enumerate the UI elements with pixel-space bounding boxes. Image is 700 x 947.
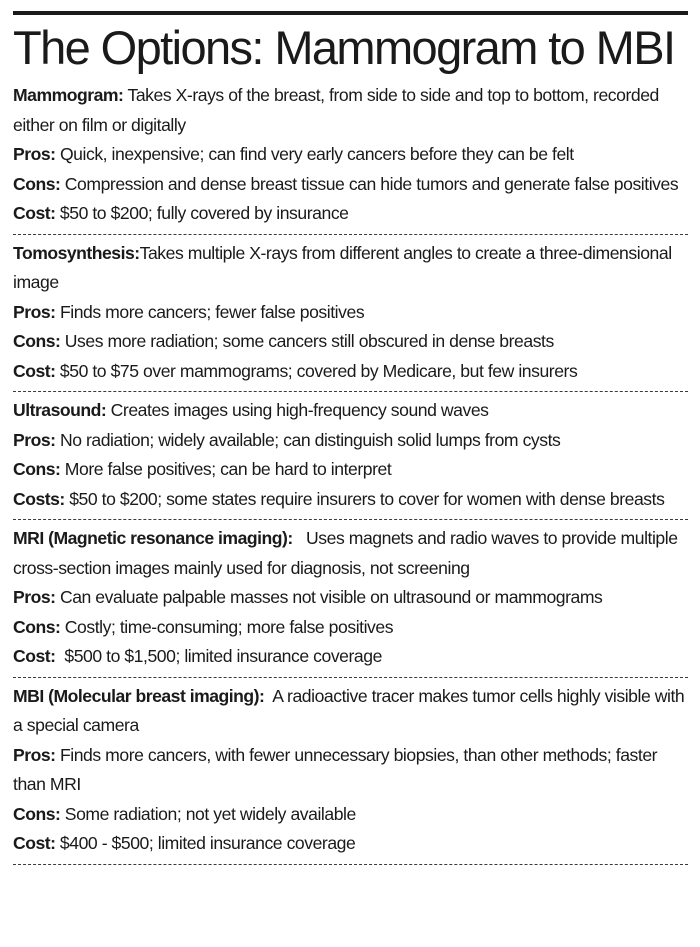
option-description bbox=[13, 81, 688, 140]
option-ultrasound bbox=[13, 392, 688, 520]
pros-text: No radiation; widely available; can distinguish solid lumps from cysts bbox=[59, 429, 561, 450]
pros-label: Pros: bbox=[13, 744, 56, 765]
cons-label: Cons: bbox=[13, 459, 61, 479]
option-tomosynthesis bbox=[13, 235, 688, 393]
cons-label: Cons: bbox=[13, 331, 61, 351]
option-description bbox=[13, 682, 688, 741]
cost-label: Cost: bbox=[13, 833, 56, 853]
option-cost bbox=[13, 642, 688, 672]
option-description bbox=[13, 396, 688, 426]
option-name: MRI (Magnetic resonance imaging): bbox=[13, 528, 293, 548]
option-name: Ultrasound: bbox=[13, 400, 107, 420]
cost-text: $50 to $75 over mammograms; covered by Medicare, but few insurers bbox=[59, 360, 578, 381]
cost-label: Costs: bbox=[13, 488, 65, 509]
cons-text: Compression and dense breast tissue can hide tumors and generate false positives bbox=[64, 173, 679, 194]
option-pros bbox=[13, 298, 688, 328]
option-description-text: A radioactive tracer makes tumor cells highly visible with a special camera bbox=[13, 685, 685, 735]
option-mbi bbox=[13, 678, 688, 865]
option-pros bbox=[13, 741, 688, 800]
pros-text: Finds more cancers; fewer false positives bbox=[59, 301, 365, 322]
option-description-text: Creates images using high-frequency sound waves bbox=[110, 400, 489, 420]
cost-text: $50 to $200; some states require insurers to cover for women with dense breasts bbox=[69, 488, 665, 509]
pros-label: Pros: bbox=[13, 144, 56, 164]
cons-text: Costly; time-consuming; more false positives bbox=[64, 616, 394, 637]
option-cost bbox=[13, 199, 688, 229]
option-name: Mammogram: bbox=[13, 85, 124, 105]
cost-label: Cost: bbox=[13, 646, 56, 666]
page-title: The Options: Mammogram to MBI bbox=[13, 21, 675, 74]
option-cost bbox=[13, 485, 688, 515]
pros-text: Can evaluate palpable masses not visible on ultrasound or mammograms bbox=[59, 587, 603, 607]
option-cons bbox=[13, 327, 688, 357]
option-name: Tomosynthesis: bbox=[13, 242, 140, 263]
option-description bbox=[13, 239, 688, 298]
option-description-text: Takes multiple X-rays from different angles to create a three-dimensional image bbox=[13, 242, 672, 292]
option-mri bbox=[13, 520, 688, 678]
cost-text: $50 to $200; fully covered by insurance bbox=[59, 203, 349, 223]
option-cons bbox=[13, 613, 688, 643]
pros-text: Finds more cancers, with fewer unnecessary biopsies, than other methods; faster than MRI bbox=[13, 744, 658, 794]
cons-text: Uses more radiation; some cancers still obscured in dense breasts bbox=[64, 331, 554, 351]
cons-label: Cons: bbox=[13, 173, 61, 194]
pros-text: Quick, inexpensive; can find very early cancers before they can be felt bbox=[59, 144, 574, 164]
option-cons bbox=[13, 800, 688, 830]
option-pros bbox=[13, 140, 688, 170]
cost-text: $400 - $500; limited insurance coverage bbox=[59, 833, 356, 853]
option-description-text: Takes X-rays of the breast, from side to side and top to bottom, recorded either on film or digitally bbox=[13, 85, 659, 135]
pros-label: Pros: bbox=[13, 587, 56, 607]
cons-label: Cons: bbox=[13, 803, 61, 824]
top-rule bbox=[13, 11, 688, 15]
cons-text: More false positives; can be hard to interpret bbox=[64, 459, 392, 479]
option-pros bbox=[13, 426, 688, 456]
cost-label: Cost: bbox=[13, 360, 56, 381]
pros-label: Pros: bbox=[13, 301, 56, 322]
cost-text: $500 to $1,500; limited insurance coverage bbox=[64, 646, 382, 666]
option-name: MBI (Molecular breast imaging): bbox=[13, 685, 265, 706]
option-pros bbox=[13, 583, 688, 613]
option-cost bbox=[13, 357, 688, 387]
cons-text: Some radiation; not yet widely available bbox=[64, 803, 356, 824]
options-list bbox=[13, 80, 688, 865]
option-cons bbox=[13, 455, 688, 485]
option-description bbox=[13, 524, 688, 583]
option-mammogram bbox=[13, 80, 688, 235]
cons-label: Cons: bbox=[13, 616, 61, 637]
pros-label: Pros: bbox=[13, 429, 56, 450]
option-description-text: Uses magnets and radio waves to provide multiple cross-section images mainly used for diagnosis, not screening bbox=[13, 528, 678, 578]
cost-label: Cost: bbox=[13, 203, 56, 223]
option-cost bbox=[13, 829, 688, 859]
option-cons bbox=[13, 170, 688, 200]
